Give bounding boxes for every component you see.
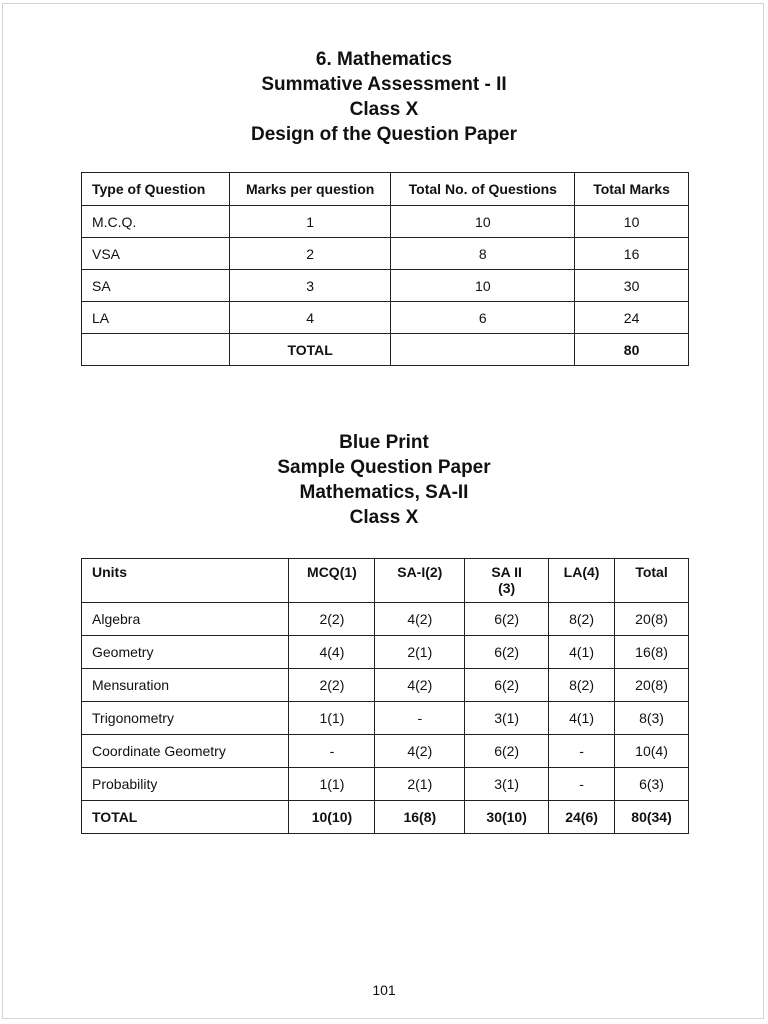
table-header-row xyxy=(82,173,689,206)
table-total-row xyxy=(82,801,689,834)
table-row xyxy=(82,636,689,669)
table-row xyxy=(82,768,689,801)
blueprint-title: Blue Print xyxy=(339,432,429,453)
total-value: 30(10) xyxy=(465,801,549,834)
table-cell: 2(2) xyxy=(289,603,375,636)
table-row xyxy=(82,270,689,302)
table-row xyxy=(82,702,689,735)
header-cell: Total Marks xyxy=(575,173,689,206)
table-cell: Algebra xyxy=(82,603,289,636)
table-cell: 4(1) xyxy=(549,702,615,735)
table-cell: 4(2) xyxy=(375,669,465,702)
table-cell: - xyxy=(549,735,615,768)
total-label: TOTAL xyxy=(229,334,391,366)
total-value: 24(6) xyxy=(549,801,615,834)
table-cell: - xyxy=(375,702,465,735)
table-cell xyxy=(82,334,230,366)
table-row xyxy=(82,206,689,238)
table-cell: M.C.Q. xyxy=(82,206,230,238)
total-value: 16(8) xyxy=(375,801,465,834)
design-heading xyxy=(0,47,768,147)
table-cell: 16 xyxy=(575,238,689,270)
header-cell: MCQ(1) xyxy=(289,559,375,603)
table-cell: Trigonometry xyxy=(82,702,289,735)
header-cell: Units xyxy=(82,559,289,603)
table-cell: 3(1) xyxy=(465,768,549,801)
table-row xyxy=(82,238,689,270)
table-cell: 6(2) xyxy=(465,603,549,636)
design-title: Design of the Question Paper xyxy=(250,124,518,145)
table-row xyxy=(82,669,689,702)
table-cell: 8(2) xyxy=(549,669,615,702)
table-cell: 4(1) xyxy=(549,636,615,669)
table-row xyxy=(82,735,689,768)
table-cell: VSA xyxy=(82,238,230,270)
table-cell: Mensuration xyxy=(82,669,289,702)
header-cell: Total xyxy=(615,559,689,603)
table-cell: 6(2) xyxy=(465,636,549,669)
header-cell xyxy=(465,559,549,603)
assessment-title: Summative Assessment - II xyxy=(261,74,507,95)
table-cell: 24 xyxy=(575,302,689,334)
table-cell: 6 xyxy=(391,302,575,334)
table-cell: 2(1) xyxy=(375,636,465,669)
table-cell: 1 xyxy=(229,206,391,238)
total-value: 80 xyxy=(575,334,689,366)
table-cell: - xyxy=(549,768,615,801)
table-cell: 4 xyxy=(229,302,391,334)
table-cell: Coordinate Geometry xyxy=(82,735,289,768)
table-cell: 20(8) xyxy=(615,669,689,702)
table-cell: 1(1) xyxy=(289,702,375,735)
table-row xyxy=(82,603,689,636)
table-cell: 6(2) xyxy=(465,669,549,702)
header-cell: Marks per question xyxy=(229,173,391,206)
subject-title: 6. Mathematics xyxy=(315,49,453,70)
design-table xyxy=(81,172,689,366)
table-cell: 2(2) xyxy=(289,669,375,702)
blueprint-table xyxy=(81,558,689,834)
table-cell: 2(1) xyxy=(375,768,465,801)
table-cell: 8(2) xyxy=(549,603,615,636)
table-cell: 4(2) xyxy=(375,735,465,768)
table-cell xyxy=(391,334,575,366)
table-header-row xyxy=(82,559,689,603)
table-cell: 20(8) xyxy=(615,603,689,636)
table-cell: Geometry xyxy=(82,636,289,669)
table-cell: 3 xyxy=(229,270,391,302)
table-cell: 8 xyxy=(391,238,575,270)
table-cell: 16(8) xyxy=(615,636,689,669)
header-cell: LA(4) xyxy=(549,559,615,603)
table-cell: 4(2) xyxy=(375,603,465,636)
header-line: SA II xyxy=(491,564,522,580)
header-cell: SA-I(2) xyxy=(375,559,465,603)
header-cell: Total No. of Questions xyxy=(391,173,575,206)
table-cell: 2 xyxy=(229,238,391,270)
table-row xyxy=(82,302,689,334)
table-cell: Probability xyxy=(82,768,289,801)
page-number: 101 xyxy=(372,982,396,998)
table-cell: 10(4) xyxy=(615,735,689,768)
subject-subtitle: Mathematics, SA-II xyxy=(299,482,469,503)
table-cell: 8(3) xyxy=(615,702,689,735)
table-cell: 4(4) xyxy=(289,636,375,669)
table-cell: 6(3) xyxy=(615,768,689,801)
table-cell: 1(1) xyxy=(289,768,375,801)
table-cell: SA xyxy=(82,270,230,302)
table-cell: LA xyxy=(82,302,230,334)
table-cell: - xyxy=(289,735,375,768)
class-subtitle: Class X xyxy=(349,507,419,528)
table-cell: 6(2) xyxy=(465,735,549,768)
sample-paper-title: Sample Question Paper xyxy=(277,457,491,478)
table-cell: 10 xyxy=(575,206,689,238)
table-cell: 10 xyxy=(391,270,575,302)
table-total-row xyxy=(82,334,689,366)
total-value: 10(10) xyxy=(289,801,375,834)
table-cell: 30 xyxy=(575,270,689,302)
total-label: TOTAL xyxy=(82,801,289,834)
header-line: (3) xyxy=(498,580,516,596)
table-cell: 3(1) xyxy=(465,702,549,735)
blueprint-heading xyxy=(0,430,768,530)
total-value: 80(34) xyxy=(615,801,689,834)
class-title: Class X xyxy=(349,99,419,120)
table-cell: 10 xyxy=(391,206,575,238)
header-cell: Type of Question xyxy=(82,173,230,206)
